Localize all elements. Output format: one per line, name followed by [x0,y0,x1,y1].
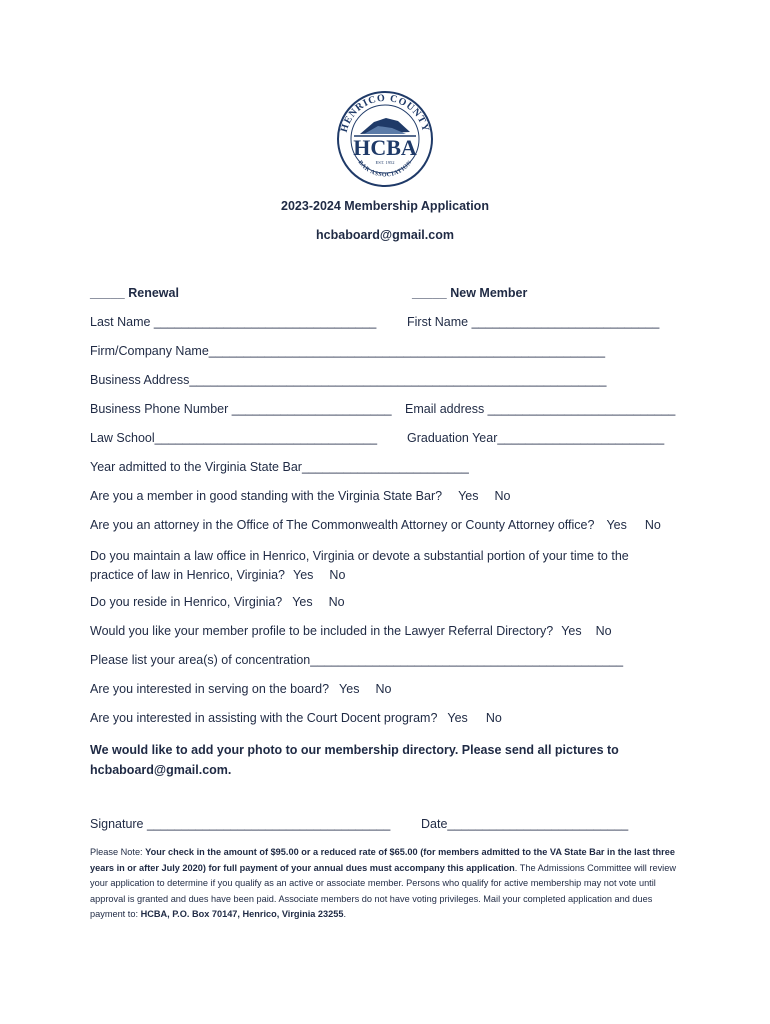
concentration-field[interactable]: Please list your area(s) of concentration_____________________________________________ [90,653,624,667]
yes-option[interactable]: Yes [292,595,313,609]
firm-company-field[interactable]: Firm/Company Name_________________________________________________________ [90,344,606,358]
year-admitted-field[interactable]: Year admitted to the Virginia State Bar________________________ [90,460,469,474]
yes-option[interactable]: Yes [606,518,627,532]
yes-option[interactable]: Yes [339,682,360,696]
no-option[interactable]: No [328,595,345,609]
law-school-field[interactable]: Law School________________________________ [90,431,378,445]
question-text: Are you interested in assisting with the Court Docent program? [90,711,438,725]
logo-est-text: EST. 1952 [375,160,395,165]
yes-option[interactable]: Yes [561,624,582,638]
form-title: 2023-2024 Membership Application [281,199,489,213]
business-phone-field[interactable]: Business Phone Number _______________________ [90,402,392,416]
referral-question [90,624,612,638]
question-text: Are you a member in good standing with the Virginia State Bar? [90,489,443,503]
note-mailing-address: HCBA, P.O. Box 70147, Henrico, Virginia 23255 [140,909,344,919]
no-option[interactable]: No [329,568,346,582]
graduation-year-field[interactable]: Graduation Year________________________ [407,431,665,445]
question-text: Are you an attorney in the Office of The Commonwealth Attorney or County Attorney office? [90,518,595,532]
question-text: Are you interested in serving on the board? [90,682,330,696]
hcba-logo [334,88,436,190]
business-address-field[interactable]: Business Address____________________________________________________________ [90,373,607,387]
question-text: Do you reside in Henrico, Virginia? [90,595,283,609]
first-name-field[interactable]: First Name ___________________________ [407,315,660,329]
note-end: . [343,909,347,919]
note-body-text: . The Admissions Committee will review your application to determine if you qualify as an active or associate member. Persons who qualify for active membership may not vote until approval is granted and dues have been paid. Associate members do not have voting privileges. Mail your completed application and dues payment to: [90,862,676,919]
attorney-office-question [90,518,661,532]
photo-request-line2: hcbaboard@gmail.com. [90,763,232,777]
no-option[interactable]: No [375,682,392,696]
docent-question [90,711,502,725]
note-prefix: Please Note: [90,847,146,857]
good-standing-question [90,489,510,503]
logo-bottom-arc-text: BAR ASSOCIATION [356,159,414,179]
renewal-option[interactable]: _____ Renewal [90,286,179,300]
question-text-line2: practice of law in Henrico, Virginia? [90,568,286,582]
no-option[interactable]: No [494,489,511,503]
contact-email: hcbaboard@gmail.com [316,228,454,242]
new-member-option[interactable]: _____ New Member [412,286,528,300]
no-option[interactable]: No [595,624,612,638]
yes-option[interactable]: Yes [293,568,314,582]
no-option[interactable]: No [485,711,502,725]
question-text: Would you like your member profile to be included in the Lawyer Referral Directory? [90,624,554,638]
no-option[interactable]: No [644,518,661,532]
yes-option[interactable]: Yes [447,711,468,725]
note-dues-text: Your check in the amount of $95.00 or a reduced rate of $65.00 (for members admitted to the VA State Bar in the last three years in or after July 2020) for full payment of your annual dues must accompany this application [90,847,675,873]
please-note [90,845,682,923]
logo-top-arc-text: HENRICO COUNTY [338,92,432,134]
signature-field[interactable]: Signature ___________________________________ [90,817,391,831]
reside-question [90,595,345,609]
yes-option[interactable]: Yes [458,489,479,503]
law-office-question [90,547,670,585]
last-name-field[interactable]: Last Name ________________________________ [90,315,377,329]
photo-request [90,740,670,780]
question-text-line1: Do you maintain a law office in Henrico, Virginia or devote a substantial portion of your time to the [90,549,629,563]
photo-request-line1: We would like to add your photo to our membership directory. Please send all pictures to [90,743,619,757]
logo-hcba-text: HCBA [353,135,417,160]
email-address-field[interactable]: Email address ___________________________ [405,402,676,416]
board-question [90,682,391,696]
date-field[interactable]: Date__________________________ [421,817,629,831]
